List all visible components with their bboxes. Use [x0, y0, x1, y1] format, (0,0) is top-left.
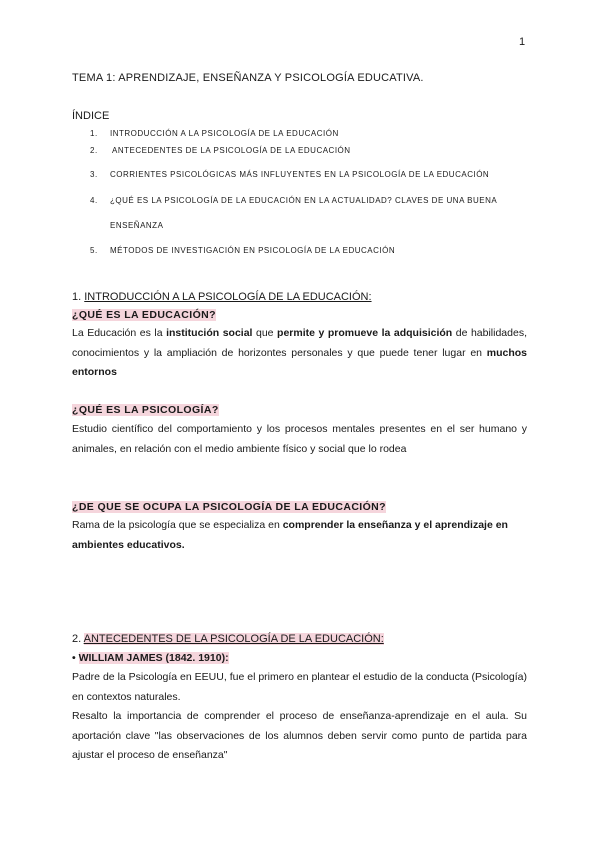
index-item-text: ¿QUÉ ES LA PSICOLOGÍA DE LA EDUCACIÓN EN LA ACTUALIDAD? CLAVES DE UNA BUENA: [110, 196, 498, 205]
index-item-number: 3.: [90, 170, 98, 179]
section-number: 2.: [72, 633, 82, 645]
paragraph: Padre de la Psicología en EEUU, fue el primero en plantear el estudio de la conducta (Psicología) en contextos naturales.: [72, 671, 527, 703]
section-title: INTRODUCCIÓN A LA PSICOLOGÍA DE LA EDUCACIÓN:: [84, 291, 372, 303]
section-2-heading: [72, 633, 384, 645]
index-item-number: 1.: [90, 129, 98, 138]
person-heading: [72, 652, 229, 664]
bold-text: muchos entornos: [72, 346, 527, 378]
index-item-text: ANTECEDENTES DE LA PSICOLOGÍA DE LA EDUCACIÓN: [112, 146, 351, 155]
index-item-text: INTRODUCCIÓN A LA PSICOLOGÍA DE LA EDUCACIÓN: [110, 129, 339, 138]
index-item-number: 5.: [90, 246, 98, 255]
document-title: TEMA 1: APRENDIZAJE, ENSEÑANZA Y PSICOLOGÍA EDUCATIVA.: [72, 72, 424, 84]
text-run: La Educación es la: [72, 327, 167, 339]
index-item-continuation: ENSEÑANZA: [110, 221, 164, 230]
paragraph: Estudio científico del comportamiento y los procesos mentales presentes en el ser humano y animales, en relación con el medio ambiente físico y social que lo rodea: [72, 423, 527, 455]
index-heading: ÍNDICE: [72, 110, 110, 122]
person-name: WILLIAM JAMES (1842. 1910):: [78, 652, 229, 664]
bold-text: comprender la enseñanza y el aprendizaje en ambientes educativos.: [72, 519, 508, 551]
section-title: ANTECEDENTES DE LA PSICOLOGÍA DE LA EDUCACIÓN:: [83, 633, 384, 645]
section-1-heading: [72, 291, 372, 303]
text-run: que: [252, 327, 278, 339]
section-number: 1.: [72, 291, 82, 303]
paragraph: [72, 324, 527, 383]
question-text: ¿QUÉ ES LA EDUCACIÓN?: [72, 309, 216, 321]
paragraph: Resalto la importancia de comprender el proceso de enseñanza-aprendizaje en el aula. Su aportación clave "las observaciones de los alumnos deben servir como punto de partida para ajustar el proceso de enseñanza": [72, 710, 527, 761]
index-item-number: 4.: [90, 196, 98, 205]
text-run: Rama de la psicología que se especializa en: [72, 519, 283, 531]
text-run: de habilidades, conocimientos y la ampliación de horizontes personales y que puede tener lugar en: [72, 327, 527, 359]
question-text: ¿DE QUE SE OCUPA LA PSICOLOGÍA DE LA EDUCACIÓN?: [72, 501, 386, 513]
index-item-number: 2.: [90, 146, 98, 155]
bold-text: permite y promueve la adquisición: [277, 327, 453, 339]
question-heading: [72, 404, 219, 416]
bold-text: institución social: [166, 327, 253, 339]
paragraph: [72, 516, 527, 555]
index-item-text: CORRIENTES PSICOLÓGICAS MÁS INFLUYENTES EN LA PSICOLOGÍA DE LA EDUCACIÓN: [110, 170, 490, 179]
question-heading: [72, 309, 216, 321]
page-number: 1: [519, 36, 526, 48]
bullet-icon: •: [72, 652, 76, 664]
index-item-text: MÉTODOS DE INVESTIGACIÓN EN PSICOLOGÍA DE LA EDUCACIÓN: [110, 246, 396, 255]
question-heading: [72, 501, 386, 513]
question-text: ¿QUÉ ES LA PSICOLOGÍA?: [72, 404, 219, 416]
